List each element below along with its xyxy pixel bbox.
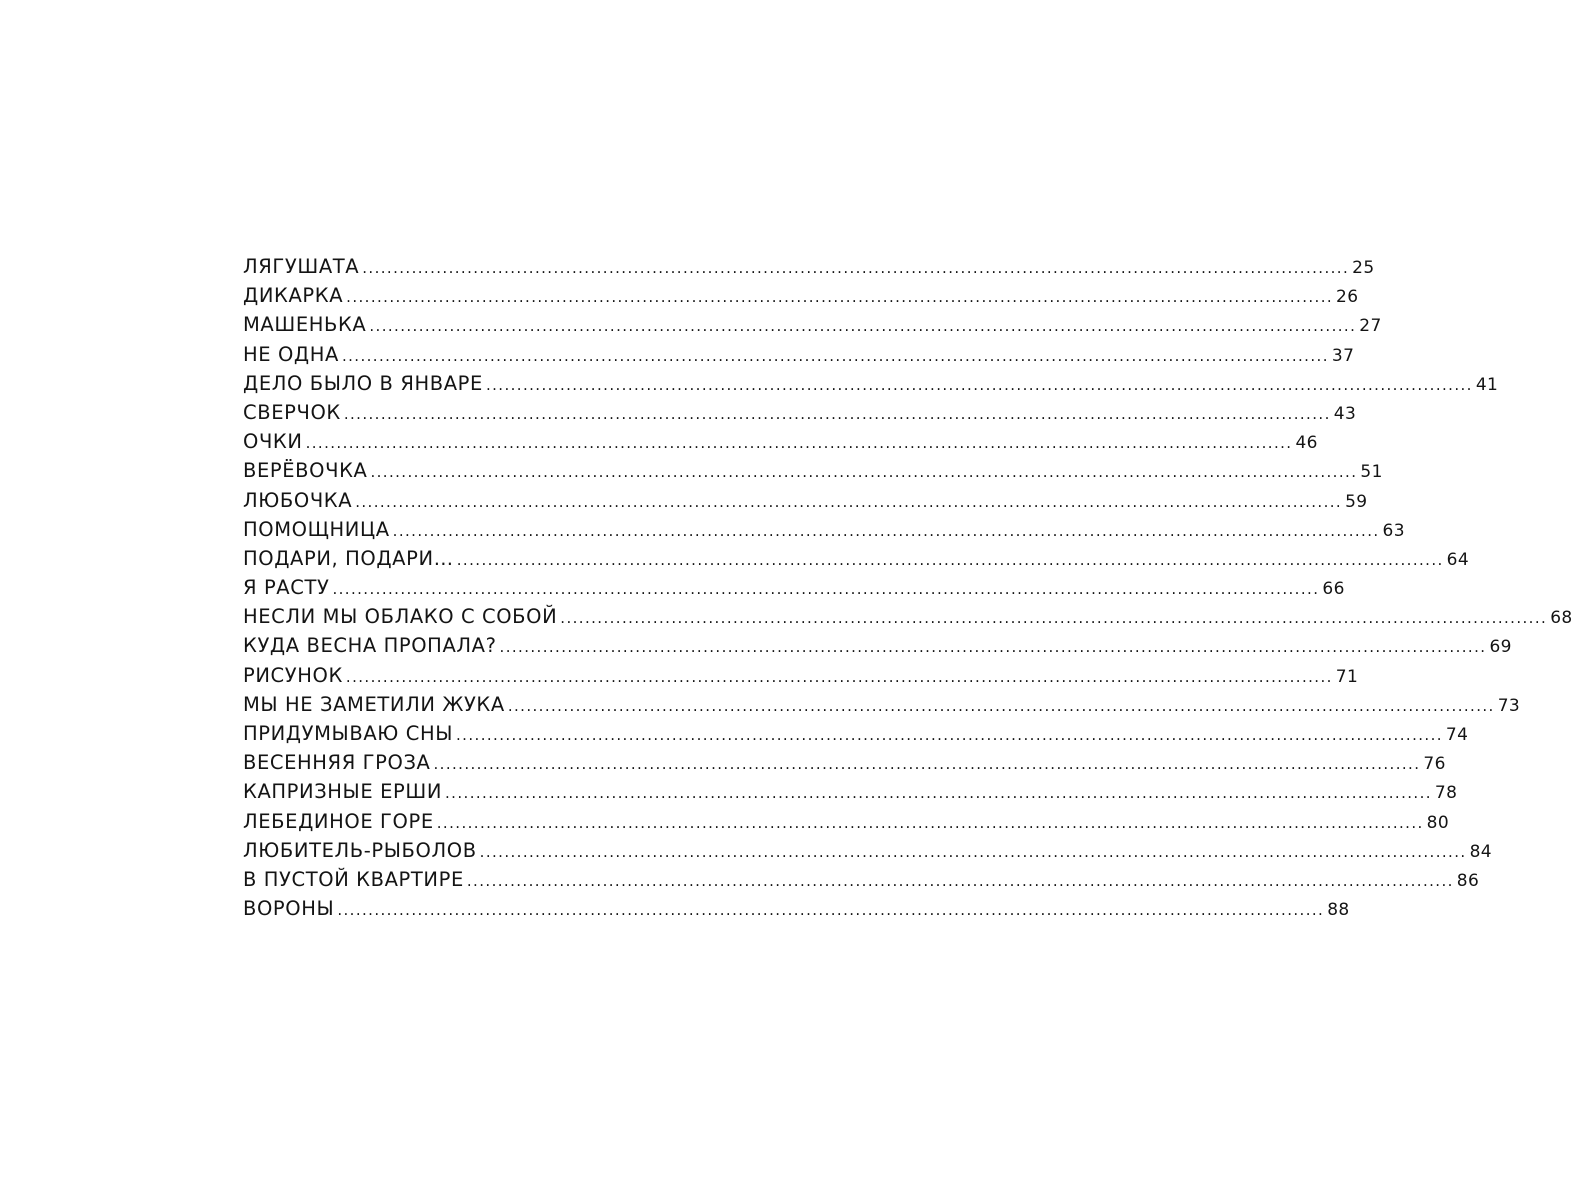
toc-entry-page-number: 78 <box>1434 783 1458 804</box>
toc-entry-page-number: 66 <box>1322 579 1345 600</box>
dot-leader: ................................................................................................................................................................ <box>362 259 1350 277</box>
toc-entry <box>243 836 1492 865</box>
toc-entry-page-number: 69 <box>1489 637 1512 658</box>
toc-entry-title: ВЕСЕННЯЯ ГРОЗА <box>243 751 431 775</box>
toc-entry <box>243 310 1382 339</box>
toc-entry-page-number: 64 <box>1446 549 1470 570</box>
toc-entry-page-number: 86 <box>1456 870 1480 891</box>
dot-leader: ................................................................................................................................................................ <box>370 463 1358 482</box>
toc-entry-title: МЫ НЕ ЗАМЕТИЛИ ЖУКА <box>243 692 505 716</box>
dot-leader: ................................................................................................................................................................ <box>436 813 1424 832</box>
toc-entry-page-number: 73 <box>1497 695 1521 716</box>
toc-entry-title: НЕ ОДНА <box>243 342 339 366</box>
toc-entry-title: ЛЯГУШАТА <box>243 255 360 278</box>
dot-leader: ................................................................................................................................................................ <box>485 375 1473 394</box>
dot-leader: ................................................................................................................................................................ <box>433 755 1421 774</box>
toc-entry <box>243 281 1359 310</box>
toc-entry-title: В ПУСТОЙ КВАРТИРЕ <box>243 867 464 891</box>
toc-entry <box>243 777 1458 806</box>
toc-entry-page-number: 71 <box>1335 666 1359 687</box>
dot-leader: ................................................................................................................................................................ <box>346 288 1334 307</box>
toc-entry-title: ЛЮБИТЕЛЬ-РЫБОЛОВ <box>243 838 477 862</box>
dot-leader: ................................................................................................................................................................ <box>445 784 1432 803</box>
toc-entry <box>243 456 1383 485</box>
toc-entry <box>243 865 1480 894</box>
toc-entry-title: КУДА ВЕСНА ПРОПАЛА? <box>243 634 497 658</box>
toc-entry-page-number: 63 <box>1382 520 1405 541</box>
dot-leader: ................................................................................................................................................................ <box>507 696 1495 715</box>
dot-leader: ................................................................................................................................................................ <box>392 521 1380 540</box>
toc-entry-page-number: 26 <box>1336 287 1359 308</box>
toc-entry-page-number: 84 <box>1469 841 1492 862</box>
toc-entry-title: ПРИДУМЫВАЮ СНЫ <box>243 722 454 745</box>
toc-entry-page-number: 74 <box>1445 725 1469 745</box>
toc-entry-page-number: 59 <box>1345 491 1368 512</box>
toc-entry <box>243 894 1350 923</box>
toc-entry-title: ПОМОЩНИЦА <box>243 517 390 541</box>
toc-entry <box>243 573 1345 602</box>
dot-leader: ................................................................................................................................................................ <box>332 580 1320 599</box>
toc-entry <box>243 252 1375 281</box>
toc-entry <box>243 661 1359 690</box>
toc-entry-title: ЛЮБОЧКА <box>243 488 353 512</box>
toc-entry <box>243 748 1446 777</box>
toc-entry <box>243 486 1368 515</box>
toc-entry <box>243 631 1512 660</box>
toc-entry-title: КАПРИЗНЫЕ ЕРШИ <box>243 780 443 804</box>
toc-entry-page-number: 68 <box>1550 608 1573 629</box>
toc-entry-title: ОЧКИ <box>243 430 303 454</box>
dot-leader: ................................................................................................................................................................ <box>560 609 1548 628</box>
toc-entry-page-number: 46 <box>1295 433 1318 454</box>
toc-entry <box>243 340 1355 369</box>
toc-entry-page-number: 37 <box>1331 345 1355 366</box>
toc-entry-title: ВЕРЁВОЧКА <box>243 459 368 483</box>
dot-leader: ................................................................................................................................................................ <box>466 871 1454 890</box>
toc-entry <box>243 369 1499 398</box>
toc-entry <box>243 807 1450 836</box>
toc-entry-title: ЛЕБЕДИНОЕ ГОРЕ <box>243 809 434 833</box>
toc-entry-page-number: 25 <box>1352 258 1375 278</box>
toc-entry <box>243 515 1405 544</box>
toc-entry-page-number: 76 <box>1423 754 1446 775</box>
toc-entry-title: МАШЕНЬКА <box>243 313 367 337</box>
toc-entry-page-number: 43 <box>1333 403 1357 424</box>
dot-leader: ................................................................................................................................................................ <box>369 317 1357 336</box>
toc-entry-title: ВОРОНЫ <box>243 897 335 921</box>
toc-entry <box>243 427 1318 456</box>
dot-leader: ................................................................................................................................................................ <box>343 404 1331 423</box>
toc-entry <box>243 690 1521 719</box>
dot-leader: ................................................................................................................................................................ <box>499 638 1487 657</box>
dot-leader: ................................................................................................................................................................ <box>456 726 1443 744</box>
toc-entry-title: ПОДАРИ, ПОДАРИ… <box>243 546 454 570</box>
dot-leader: ................................................................................................................................................................ <box>337 901 1325 920</box>
toc-entry-title: СВЕРЧОК <box>243 400 341 424</box>
toc-entry <box>243 398 1357 427</box>
dot-leader: ................................................................................................................................................................ <box>456 550 1444 569</box>
toc-entry-page-number: 80 <box>1426 812 1450 833</box>
toc-entry-page-number: 41 <box>1475 374 1499 395</box>
toc-entry-title: НЕСЛИ МЫ ОБЛАКО С СОБОЙ <box>243 605 558 629</box>
toc-entry <box>243 602 1573 631</box>
dot-leader: ................................................................................................................................................................ <box>345 667 1333 686</box>
toc-entry-title: ДЕЛО БЫЛО В ЯНВАРЕ <box>243 371 483 395</box>
dot-leader: ................................................................................................................................................................ <box>305 434 1293 453</box>
table-of-contents <box>243 252 1573 923</box>
toc-entry-title: Я РАСТУ <box>243 576 330 600</box>
toc-entry-page-number: 88 <box>1327 900 1350 921</box>
dot-leader: ................................................................................................................................................................ <box>341 346 1329 365</box>
dot-leader: ................................................................................................................................................................ <box>479 842 1467 861</box>
toc-entry-title: РИСУНОК <box>243 663 343 687</box>
toc-entry-title: ДИКАРКА <box>243 284 344 308</box>
dot-leader: ................................................................................................................................................................ <box>355 492 1343 511</box>
toc-entry <box>243 544 1470 573</box>
toc-entry-page-number: 27 <box>1359 316 1382 337</box>
toc-entry <box>243 719 1469 748</box>
toc-entry-page-number: 51 <box>1360 462 1383 483</box>
